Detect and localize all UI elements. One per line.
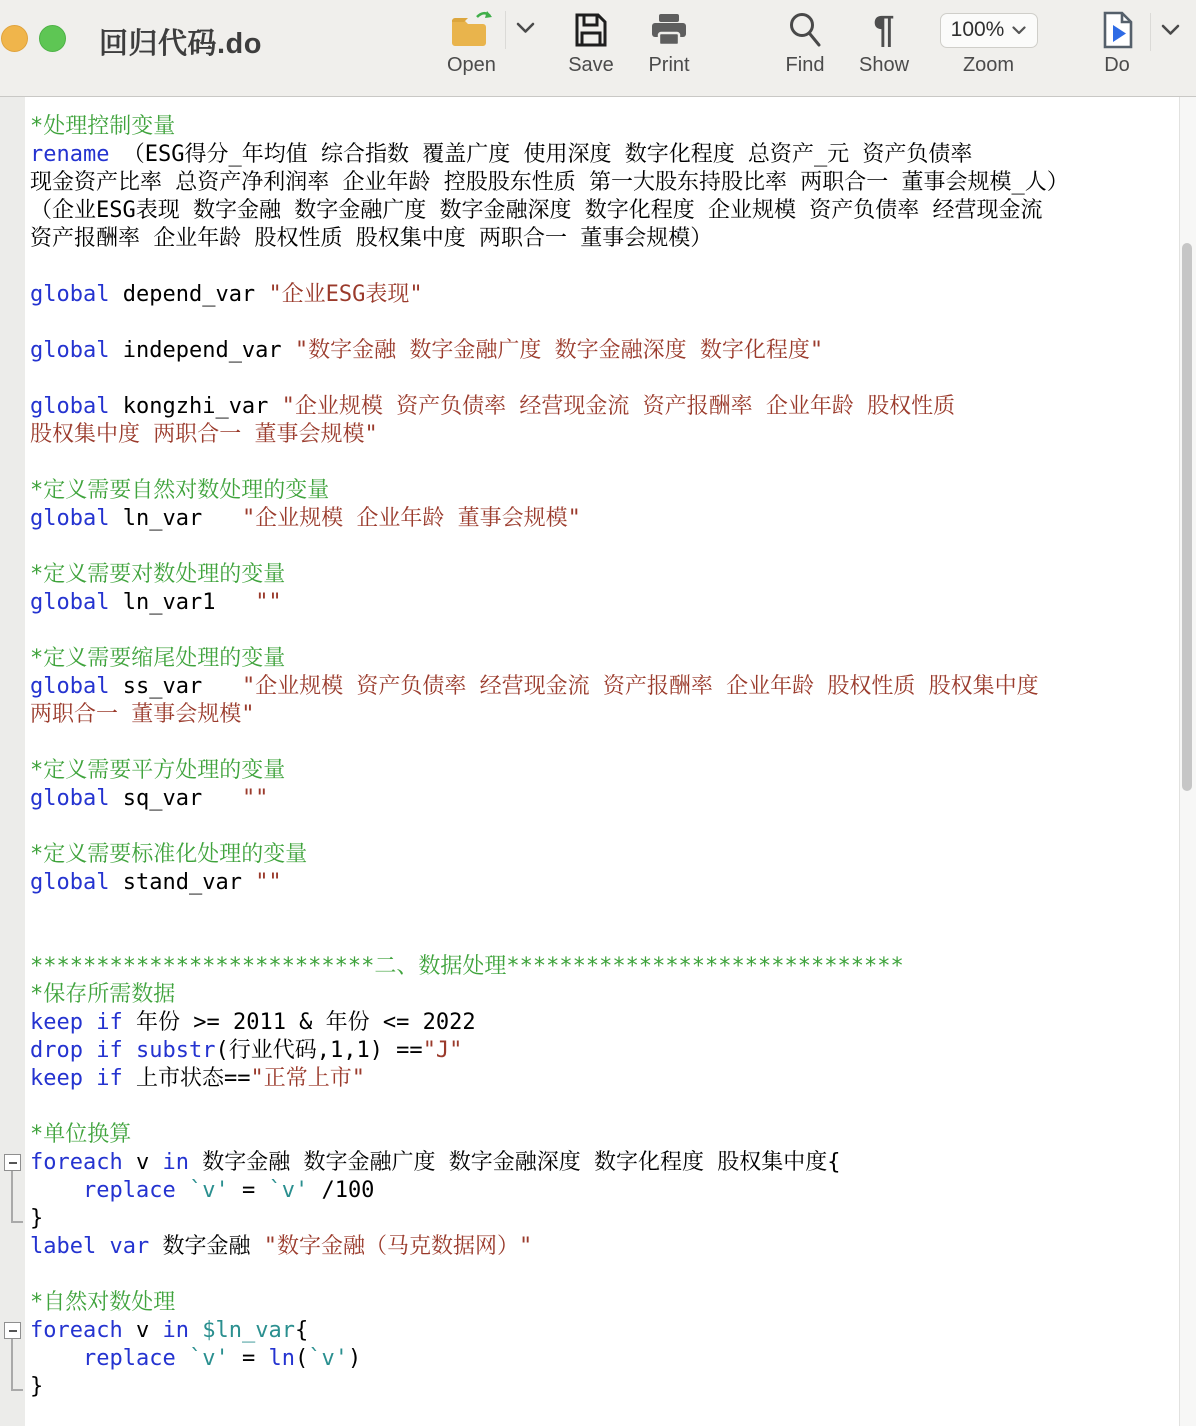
code-line: drop if substr(行业代码,1,1) =="J" [30, 1038, 463, 1063]
save-button[interactable] [563, 7, 619, 77]
fold-scope-line [11, 1170, 23, 1223]
code-line: *定义需要缩尾处理的变量 [30, 646, 286, 671]
open-button[interactable] [447, 7, 496, 77]
code-line: global depend_var "企业ESG表现" [30, 282, 423, 307]
code-line [30, 365, 1179, 393]
code-line: label var 数字金融 "数字金融（马克数据网）" [30, 1234, 533, 1259]
find-label: Find [785, 54, 825, 76]
code-line [30, 1093, 1179, 1121]
code-line: global independ_var "数字金融 数字金融广度 数字金融深度 数字化程度" [30, 338, 824, 363]
find-button[interactable] [779, 7, 831, 77]
vertical-scrollbar[interactable] [1179, 97, 1196, 1426]
code-line: 两职合一 董事会规模" [30, 702, 255, 727]
folder-open-icon [449, 7, 493, 53]
minimize-button[interactable] [1, 25, 28, 52]
fold-toggle[interactable] [4, 1154, 21, 1171]
code-line: *定义需要标准化处理的变量 [30, 842, 308, 867]
print-button[interactable] [640, 7, 698, 77]
code-line: *保存所需数据 [30, 982, 176, 1007]
chevron-down-icon [1012, 26, 1026, 35]
zoom-label: Zoom [962, 54, 1015, 76]
code-line: 现金资产比率 总资产净利润率 企业年龄 控股股东性质 第一大股东持股比率 两职合一 董事会规模_人） [30, 170, 1069, 195]
fullscreen-button[interactable] [39, 25, 66, 52]
do-run-icon [1102, 7, 1133, 53]
code-line: 股权集中度 两职合一 董事会规模" [30, 422, 378, 447]
open-label: Open [447, 54, 496, 76]
printer-icon [649, 7, 689, 53]
code-line: global sq_var "" [30, 786, 269, 811]
show-label: Show [858, 54, 910, 76]
code-line [30, 1261, 1179, 1289]
do-dropdown-button[interactable] [1161, 23, 1180, 41]
open-dropdown-button[interactable] [516, 21, 535, 39]
code-line: replace `v' = `v' /100 [82, 1178, 375, 1203]
code-line: *定义需要平方处理的变量 [30, 758, 286, 783]
code-line: replace `v' = ln(`v') [82, 1346, 362, 1371]
code-line [30, 533, 1179, 561]
code-line: global ss_var "企业规模 资产负债率 经营现金流 资产报酬率 企业年龄 股权性质 股权集中度 [30, 674, 1039, 699]
save-label: Save [568, 54, 614, 76]
code-line: global stand_var "" [30, 870, 282, 895]
code-line: foreach v in $ln_var{ [30, 1318, 309, 1343]
code-line [30, 253, 1179, 281]
code-line [30, 813, 1179, 841]
print-label: Print [648, 54, 690, 76]
zoom-select[interactable] [940, 13, 1038, 48]
code-line [30, 729, 1179, 757]
code-area[interactable] [0, 97, 1179, 1426]
code-line: rename （ESG得分_年均值 综合指数 覆盖广度 使用深度 数字化程度 总资产_元 资产负债率 [30, 142, 973, 167]
zoom-control [938, 7, 1039, 77]
code-line: **************************二、数据处理****************************** [30, 954, 904, 979]
fold-toggle[interactable] [4, 1322, 21, 1339]
window-title: 回归代码.do [99, 28, 262, 60]
code-line: 资产报酬率 企业年龄 股权性质 股权集中度 两职合一 董事会规模） [30, 226, 713, 251]
zoom-value: 100% [950, 18, 1005, 41]
show-button[interactable] [856, 7, 912, 77]
titlebar [0, 0, 1196, 97]
code-line: *处理控制变量 [30, 114, 176, 139]
code-line: *定义需要对数处理的变量 [30, 562, 286, 587]
toolbar-separator [505, 11, 506, 49]
code-line [30, 925, 1179, 953]
code-line: keep if 年份 >= 2011 & 年份 <= 2022 [30, 1010, 476, 1035]
chevron-down-icon [1161, 24, 1180, 36]
code-editor [0, 97, 1196, 1426]
code-line: keep if 上市状态=="正常上市" [30, 1066, 365, 1091]
search-icon [787, 7, 823, 53]
pilcrow-icon: ¶ [873, 9, 895, 51]
code-line: *定义需要自然对数处理的变量 [30, 478, 330, 503]
code-line: （企业ESG表现 数字金融 数字金融广度 数字金融深度 数字化程度 企业规模 资产负债率 经营现金流 [30, 198, 1043, 223]
code-line [30, 897, 1179, 925]
code-line: global ln_var1 "" [30, 590, 282, 615]
code-line: } [30, 1374, 44, 1399]
code-line: global kongzhi_var "企业规模 资产负债率 经营现金流 资产报酬率 企业年龄 股权性质 [30, 394, 956, 419]
scrollbar-thumb[interactable] [1182, 243, 1192, 791]
code-line: *单位换算 [30, 1122, 132, 1147]
code-line: global ln_var "企业规模 企业年龄 董事会规模" [30, 506, 581, 531]
code-line: foreach v in 数字金融 数字金融广度 数字金融深度 数字化程度 股权集中度{ [30, 1150, 841, 1175]
code-line [30, 617, 1179, 645]
code-line [30, 449, 1179, 477]
toolbar-separator [1150, 13, 1151, 51]
save-floppy-icon [574, 7, 608, 53]
chevron-down-icon [516, 22, 535, 34]
code-line: } [30, 1206, 44, 1231]
do-button[interactable] [1095, 7, 1139, 77]
fold-scope-line [11, 1338, 23, 1391]
do-label: Do [1104, 54, 1130, 76]
open-button-group [447, 7, 535, 77]
code-line [30, 309, 1179, 337]
code-line: *自然对数处理 [30, 1290, 176, 1315]
